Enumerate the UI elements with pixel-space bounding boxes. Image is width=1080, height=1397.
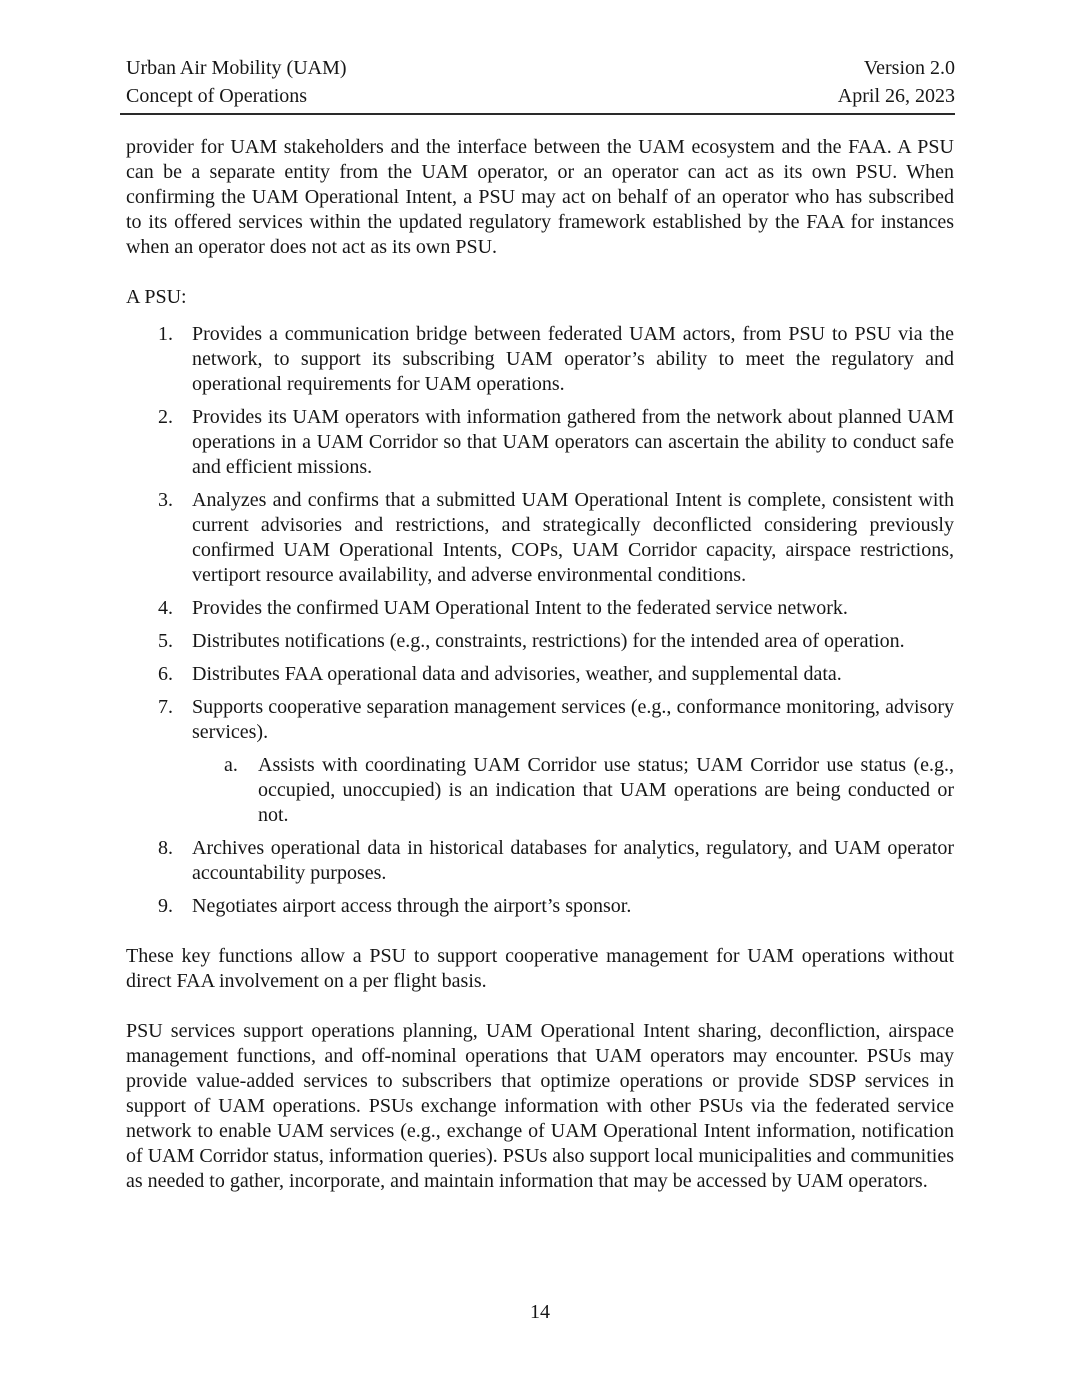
list-item-text: Provides its UAM operators with information gathered from the network about planned UAM operations in a UAM Corridor so that UAM operators can ascertain the ability to conduct safe and efficient missions. [192, 406, 954, 478]
list-item-number: 7. [158, 696, 173, 718]
header-left-block [120, 54, 347, 110]
list-item-text: Analyzes and confirms that a submitted UAM Operational Intent is complete, consistent with current advisories and restrictions, and strategically deconflicted considering previously confirmed UAM Operational Intents, COPs, UAM Corridor capacity, airspace restrictions, vertiport resource availability, and adverse environmental conditions. [192, 489, 954, 586]
header-right-block [838, 54, 955, 110]
list-lead-in: A PSU: [126, 286, 187, 308]
list-item-text: Provides the confirmed UAM Operational Intent to the federated service network. [192, 597, 848, 619]
list-item-text: Archives operational data in historical databases for analytics, regulatory, and UAM operator accountability purposes. [192, 837, 954, 884]
list-item-1 [126, 322, 954, 397]
page-footer [0, 1300, 1080, 1325]
page-number: 14 [530, 1301, 550, 1323]
page-content [126, 135, 954, 1194]
list-item-4 [126, 596, 954, 621]
document-title: Urban Air Mobility (UAM) [126, 57, 347, 79]
paragraph-psu-services: PSU services support operations planning, UAM Operational Intent sharing, deconfliction, airspace management functions, and off-nominal operations that UAM operators may encounter. PSUs may provide value-added services to subscribers that optimize operations or provide SDSP services in support of UAM operations. PSUs exchange information with other PSUs via the federated service network to enable UAM services (e.g., exchange of UAM Operational Intent information, notification of UAM Corridor status, information queries). PSUs also support local municipalities and communities as needed to gather, incorporate, and maintain information that may be accessed by UAM operators. [126, 1020, 954, 1192]
list-item-text: Supports cooperative separation management services (e.g., conformance monitoring, advisory services). [192, 696, 954, 743]
paragraph-intro: provider for UAM stakeholders and the interface between the UAM ecosystem and the FAA. A PSU can be a separate entity from the UAM operator, or an operator can act as its own PSU. When confirming the UAM Operational Intent, a PSU may act on behalf of an operator who has subscribed to its offered services within the updated regulatory framework established by the FAA for instances when an operator does not act as its own PSU. [126, 136, 954, 258]
sublist-item-text: Assists with coordinating UAM Corridor use status; UAM Corridor use status (e.g., occupied, unoccupied) is an indication that UAM operations are being conducted or not. [258, 754, 954, 826]
list-item-number: 3. [158, 489, 173, 511]
paragraph-key-functions: These key functions allow a PSU to support cooperative management for UAM operations without direct FAA involvement on a per flight basis. [126, 945, 954, 992]
list-item-7 [126, 695, 954, 828]
list-item-number: 1. [158, 323, 173, 345]
date-label: April 26, 2023 [837, 85, 955, 107]
list-item-number: 6. [158, 663, 173, 685]
list-item-number: 4. [158, 597, 173, 619]
list-item-number: 5. [158, 630, 173, 652]
list-item-text: Distributes notifications (e.g., constraints, restrictions) for the intended area of operation. [192, 630, 905, 652]
list-item-text: Distributes FAA operational data and advisories, weather, and supplemental data. [192, 663, 842, 685]
list-item-6 [126, 662, 954, 687]
list-item-5 [126, 629, 954, 654]
list-item-text: Provides a communication bridge between federated UAM actors, from PSU to PSU via the network, to support its subscribing UAM operator’s ability to meet the regulatory and operational requirements for UAM operations. [192, 323, 954, 395]
list-item-3 [126, 488, 954, 588]
list-item-number: 9. [158, 895, 173, 917]
list-subitem-7a [192, 753, 954, 828]
document-subtitle: Concept of Operations [126, 85, 308, 107]
list-item-8 [126, 836, 954, 886]
list-item-number: 8. [158, 837, 173, 859]
page-header [120, 0, 955, 115]
list-item-9 [126, 894, 954, 919]
list-item-2 [126, 405, 954, 480]
sublist-item-letter: a. [224, 754, 238, 776]
numbered-list [126, 322, 954, 919]
list-item-text: Negotiates airport access through the airport’s sponsor. [192, 895, 632, 917]
list-item-number: 2. [158, 406, 173, 428]
version-label: Version 2.0 [863, 57, 955, 79]
